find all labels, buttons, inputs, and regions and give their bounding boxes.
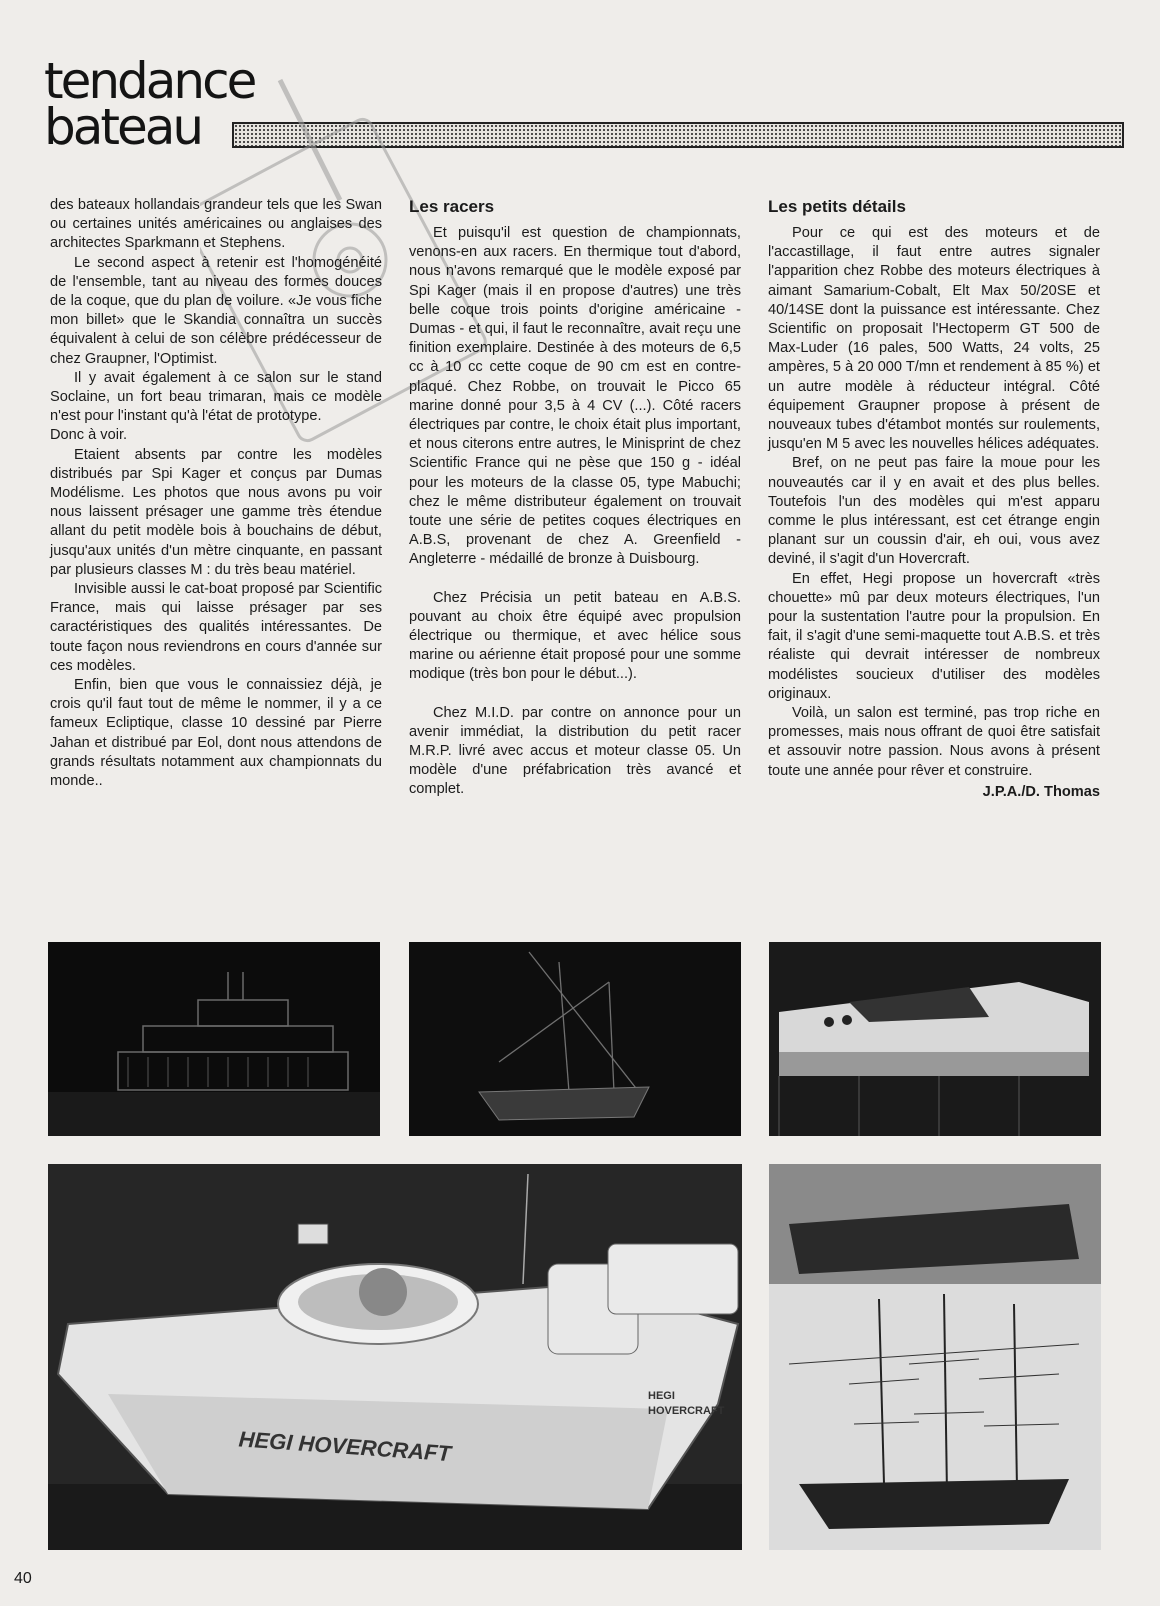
section-heading-racers: Les racers: [409, 197, 495, 216]
hovercraft-side-label-2: HOVERCRAFT: [648, 1405, 725, 1417]
header-hatched-bar: [232, 122, 1124, 148]
photo-tall-ships: [769, 1164, 1101, 1550]
hovercraft-side-label-1: HEGI: [648, 1390, 675, 1402]
article-column-2: [409, 196, 741, 800]
col1-paragraph: Donc à voir.: [50, 427, 128, 444]
header-title-line1: tendance: [44, 52, 255, 110]
article-column-3: [768, 196, 1100, 802]
col3-paragraph: Bref, on ne peut pas faire la moue pour les nouveautés car il y en avait et des plus belles. Toutefois l'un des modèles qui m'est apparu comme le plus intéressant, est cet étrange engin planant sur un coussin d'air, eh oui, vous avez deviné, il s'agit d'un Hovercraft.: [768, 455, 1100, 568]
hovercraft-hull-label: HEGI HOVERCRAFT: [237, 1426, 452, 1467]
col1-paragraph: Enfin, bien que vous le connaissiez déjà, je crois qu'il faut tout de même le nommer, il y a ce fameux Ecliptique, classe 10 dessiné par Pierre Jahan et distribué par Eol, dont nous attendons de grands résultats notamment aux championnats du monde..: [50, 677, 382, 790]
page-number: 40: [14, 1570, 32, 1587]
col1-paragraph: Etaient absents par contre les modèles distribués par Spi Kager et conçus par Dumas Modélisme. Les photos que nous avons pu voir nous laissent présager une gamme très étendue allant du petit modèle bois à bouchains de début, jusqu'aux unités d'un mètre cinquante, en passant par plusieurs classes M : du très beau matériel.: [50, 446, 382, 578]
col2-paragraph: Chez M.I.D. par contre on annonce pour un avenir immédiat, la distribution du petit racer M.R.P. livré avec accus et moteur classe 05. Un modèle d'une préfabrication très avancé et complet.: [409, 704, 741, 798]
photo-hegi-hovercraft: [48, 1164, 742, 1550]
photo-riverboat: [48, 942, 380, 1136]
header-title-line2: bateau: [44, 98, 202, 156]
col2-paragraph: Chez Précisia un petit bateau en A.B.S. pouvant au choix être équipé avec propulsion électrique ou thermique, et avec hélice sous marine ou aérienne était proposé pour une somme modique (très bon pour le début...).: [409, 589, 741, 683]
photo-motor-yacht: [769, 942, 1101, 1136]
col1-paragraph: Le second aspect à retenir est l'homogénéité de l'ensemble, tant au niveau des formes douces de la coque, que du plan de voilure. «Je vous fiche mon billet» que le Skandia connaîtra un succès équivalent à celui de son célèbre prédécesseur de chez Graupner, l'Optimist.: [50, 254, 382, 367]
col1-paragraph: Il y avait également à ce salon sur le stand Soclaine, un fort beau trimaran, mais ce modèle n'est pour l'instant qu'à l'état de prototype.: [50, 369, 382, 425]
photo-sailing-model: [409, 942, 741, 1136]
article-signature: J.P.A./D. Thomas: [982, 783, 1100, 800]
section-header: [44, 52, 1124, 156]
col3-paragraph: Voilà, un salon est terminé, pas trop riche en promesses, mais nous offrant de quoi être satisfait et assouvir notre passion. Nous avons à présent toute une année pour rêver et construire.: [768, 705, 1100, 779]
col3-paragraph: En effet, Hegi propose un hovercraft «très chouette» mû par deux moteurs électriques, l'un pour la sustentation l'autre pour la propulsion. En fait, il s'agit d'une semi-maquette tout A.B.S. et très réaliste qui devrait intéresser de nombreux modélistes soucieux d'utiliser des modèles originaux.: [768, 570, 1100, 702]
col2-paragraph: Et puisqu'il est question de championnats, venons-en aux racers. En thermique tout d'abord, nous n'avons remarqué que le modèle exposé par Spi Kager (mais il en propose d'autres) une très belle coque trois points d'origine américaine - Dumas - et qui, il faut le reconnaître, avait reçu une finition exemplaire. Destinée à des moteurs de 6,5 cc à 10 cc cette coque de 90 cm est en contre-plaqué. Chez Robbe, on trouvait le Picco 65 marine donné pour 3,5 à 4 CV (...). Côté racers électriques par contre, le choix était plus important, et nous citerons entre autres, le Minisprint de chez Scientific France qui ne pèse que 150 g - idéal pour les moteurs de la classe 05, type Mabuchi; chez le même distributeur également on trouvait toute une série de petites coques électriques en A.B.S, provenant de chez A. Greenfield - Angleterre - médaillé de bronze à Duisbourg.: [409, 225, 741, 568]
col1-paragraph: des bateaux hollandais grandeur tels que les Swan ou certaines unités américaines ou anglaises des architectes Sparkmann et Stephens.: [50, 197, 382, 252]
section-heading-details: Les petits détails: [768, 197, 906, 216]
article-column-1: [50, 196, 382, 791]
col3-paragraph: Pour ce qui est des moteurs et de l'accastillage, il faut entre autres signaler l'apparition chez Robbe des moteurs électriques à aimant Samarium-Cobalt, Elt Max 50/20SE et 40/14SE dont la puissance est intéressante. Chez Scientific on proposait l'Hectoperm GT 500 de Max-Luder (16 pales, 500 Watts, 24 volts, 25 ampères, 5 à 20 000 T/mn et rendement à 85 %) et un autre modèle à réducteur intégral. Côté équipement Graupner propose à présent de nouveaux tubes d'étambot montés sur roulements, jusqu'en M 5 avec les nouvelles hélices adéquates.: [768, 225, 1100, 453]
col1-paragraph: Invisible aussi le cat-boat proposé par Scientific France, mais qui laisse présager par ses caractéristiques des qualités intéressantes. De toute façon nous reviendrons en cours d'année sur ces modèles.: [50, 581, 382, 674]
